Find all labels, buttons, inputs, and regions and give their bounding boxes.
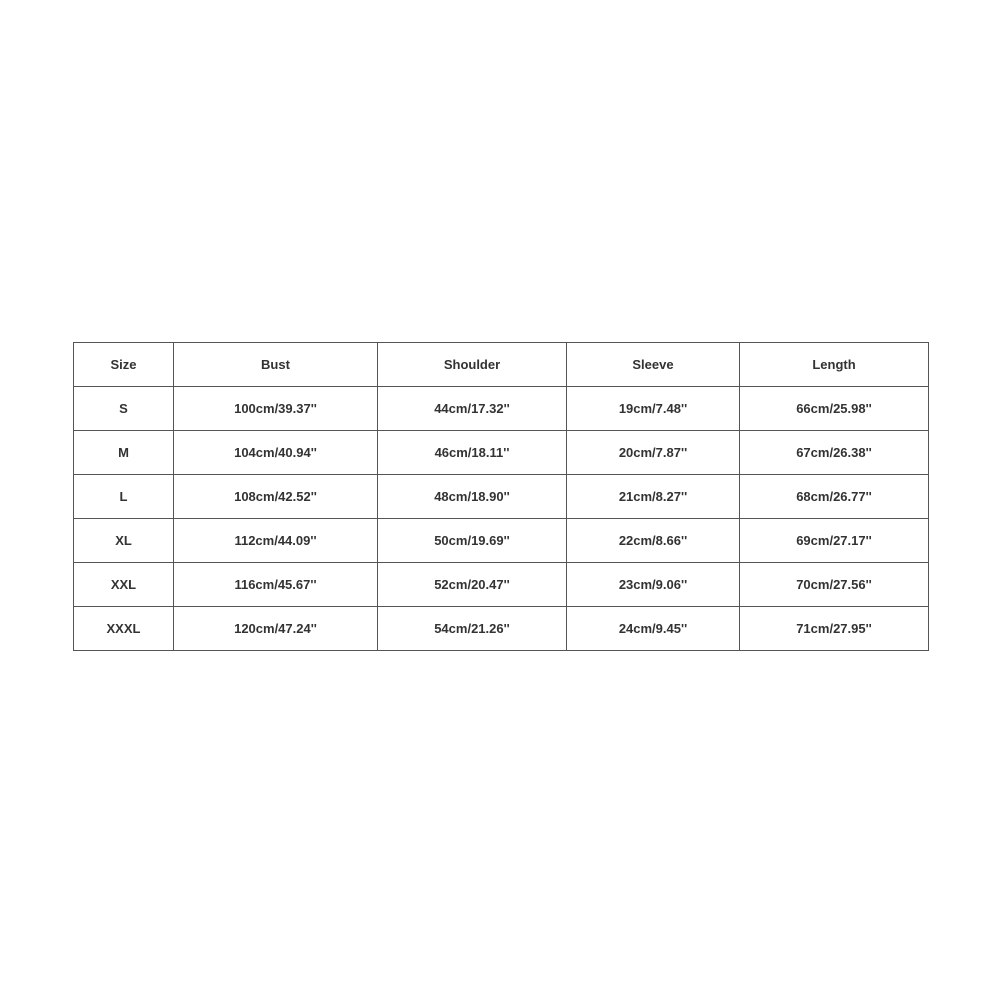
table-header-row xyxy=(74,343,929,387)
cell-size: S xyxy=(74,387,174,431)
cell-bust: 100cm/39.37'' xyxy=(174,387,378,431)
cell-length: 69cm/27.17'' xyxy=(740,519,929,563)
table-row xyxy=(74,563,929,607)
cell-shoulder: 50cm/19.69'' xyxy=(378,519,567,563)
header-bust: Bust xyxy=(174,343,378,387)
cell-sleeve: 21cm/8.27'' xyxy=(567,475,740,519)
header-length: Length xyxy=(740,343,929,387)
header-size: Size xyxy=(74,343,174,387)
cell-length: 66cm/25.98'' xyxy=(740,387,929,431)
cell-length: 67cm/26.38'' xyxy=(740,431,929,475)
table-row xyxy=(74,475,929,519)
cell-sleeve: 24cm/9.45'' xyxy=(567,607,740,651)
cell-shoulder: 54cm/21.26'' xyxy=(378,607,567,651)
cell-sleeve: 19cm/7.48'' xyxy=(567,387,740,431)
header-shoulder: Shoulder xyxy=(378,343,567,387)
cell-sleeve: 22cm/8.66'' xyxy=(567,519,740,563)
cell-length: 71cm/27.95'' xyxy=(740,607,929,651)
cell-bust: 120cm/47.24'' xyxy=(174,607,378,651)
cell-size: XL xyxy=(74,519,174,563)
table-row xyxy=(74,519,929,563)
table-row xyxy=(74,387,929,431)
cell-bust: 108cm/42.52'' xyxy=(174,475,378,519)
cell-shoulder: 46cm/18.11'' xyxy=(378,431,567,475)
cell-size: XXL xyxy=(74,563,174,607)
cell-size: XXXL xyxy=(74,607,174,651)
size-chart-table xyxy=(73,342,929,651)
cell-length: 68cm/26.77'' xyxy=(740,475,929,519)
cell-size: L xyxy=(74,475,174,519)
table-row xyxy=(74,607,929,651)
header-sleeve: Sleeve xyxy=(567,343,740,387)
table-row xyxy=(74,431,929,475)
cell-bust: 116cm/45.67'' xyxy=(174,563,378,607)
cell-shoulder: 44cm/17.32'' xyxy=(378,387,567,431)
cell-bust: 104cm/40.94'' xyxy=(174,431,378,475)
cell-sleeve: 23cm/9.06'' xyxy=(567,563,740,607)
cell-length: 70cm/27.56'' xyxy=(740,563,929,607)
cell-bust: 112cm/44.09'' xyxy=(174,519,378,563)
cell-sleeve: 20cm/7.87'' xyxy=(567,431,740,475)
cell-shoulder: 48cm/18.90'' xyxy=(378,475,567,519)
cell-shoulder: 52cm/20.47'' xyxy=(378,563,567,607)
cell-size: M xyxy=(74,431,174,475)
